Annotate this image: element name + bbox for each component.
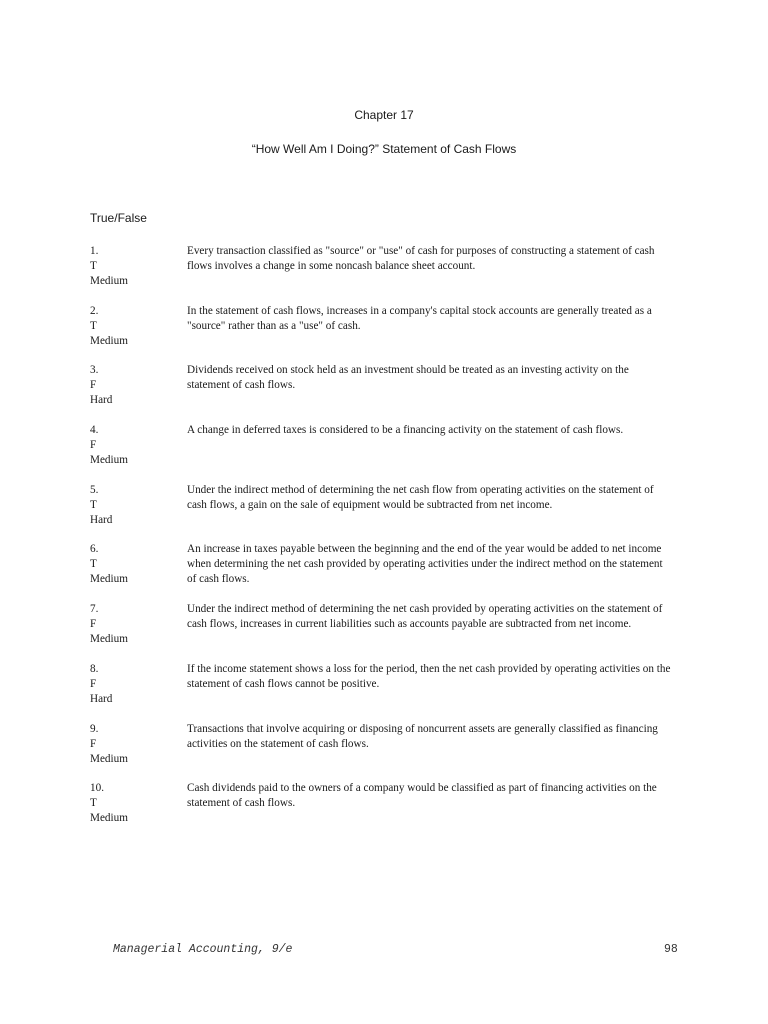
question-number: 4. [90, 424, 99, 437]
question-difficulty: Medium [90, 633, 128, 646]
question-meta [90, 662, 180, 707]
question-number: 7. [90, 603, 99, 616]
question-item [90, 602, 680, 662]
question-meta [90, 781, 180, 826]
question-answer: F [90, 439, 97, 452]
question-text: Dividends received on stock held as an investment should be treated as an investing activity on the statement of cash flows. [187, 364, 629, 392]
footer-page-number: 98 [664, 943, 678, 956]
question-list [90, 244, 680, 841]
question-difficulty: Medium [90, 573, 128, 586]
question-item [90, 662, 680, 722]
footer-book-title: Managerial Accounting, 9/e [113, 943, 293, 956]
question-meta [90, 483, 180, 528]
question-difficulty: Medium [90, 334, 128, 347]
question-item [90, 363, 680, 423]
question-text: Transactions that involve acquiring or disposing of noncurrent assets are generally classified as financing activities on the statement of cash flows. [187, 722, 658, 750]
question-text: An increase in taxes payable between the beginning and the end of the year would be added to net income when determining the net cash provided by operating activities under the indirect method on the statement of cash flows. [187, 543, 663, 586]
question-text: In the statement of cash flows, increases in a company's capital stock accounts are generally treated as a "source" rather than as a "use" of cash. [187, 304, 652, 332]
question-number: 8. [90, 662, 99, 675]
question-item [90, 244, 680, 304]
question-answer: T [90, 797, 97, 810]
question-meta [90, 542, 180, 587]
question-meta [90, 722, 180, 767]
question-answer: T [90, 498, 97, 511]
question-item [90, 542, 680, 602]
question-text: A change in deferred taxes is considered to be a financing activity on the statement of cash flows. [187, 424, 624, 437]
question-text: Under the indirect method of determining the net cash flow from operating activities on the statement of cash flows, a gain on the sale of equipment would be subtracted from net income. [187, 483, 654, 511]
question-meta [90, 363, 180, 408]
question-text: Every transaction classified as "source" or "use" of cash for purposes of constructing a statement of cash flows involves a change in some noncash balance sheet account. [187, 245, 655, 272]
question-item [90, 304, 680, 364]
question-difficulty: Medium [90, 454, 128, 467]
question-item [90, 423, 680, 483]
question-meta [90, 304, 180, 349]
question-answer: T [90, 319, 97, 332]
chapter-title: “How Well Am I Doing?” Statement of Cash Flows [251, 142, 517, 156]
question-answer: F [90, 618, 97, 631]
question-difficulty: Medium [90, 752, 128, 765]
question-number: 1. [90, 245, 99, 257]
question-text: If the income statement shows a loss for the period, then the net cash provided by operating activities on the statement of cash flows cannot be positive. [187, 662, 671, 690]
question-text: Cash dividends paid to the owners of a company would be classified as part of financing activities on the statement of cash flows. [187, 782, 657, 810]
question-number: 3. [90, 364, 99, 377]
question-number: 9. [90, 722, 99, 735]
section-label: True/False [90, 211, 147, 225]
question-item [90, 781, 680, 841]
question-answer: F [90, 379, 97, 392]
question-number: 10. [90, 782, 104, 795]
question-answer: T [90, 260, 97, 272]
question-difficulty: Hard [90, 513, 113, 526]
question-difficulty: Medium [90, 275, 128, 287]
question-item [90, 483, 680, 543]
question-answer: T [90, 558, 97, 571]
question-meta [90, 602, 180, 647]
question-difficulty: Hard [90, 692, 113, 705]
question-number: 6. [90, 543, 99, 556]
question-difficulty: Hard [90, 394, 113, 407]
question-meta [90, 244, 180, 289]
question-difficulty: Medium [90, 812, 128, 825]
question-item [90, 722, 680, 782]
question-answer: F [90, 737, 97, 750]
question-meta [90, 423, 180, 468]
question-number: 5. [90, 483, 99, 496]
question-number: 2. [90, 304, 99, 317]
chapter-heading: Chapter 17 [354, 108, 414, 122]
question-answer: F [90, 677, 97, 690]
question-text: Under the indirect method of determining the net cash provided by operating activities on the statement of cash flows, increases in current liabilities such as accounts payable are subtracted from net income. [187, 603, 663, 631]
